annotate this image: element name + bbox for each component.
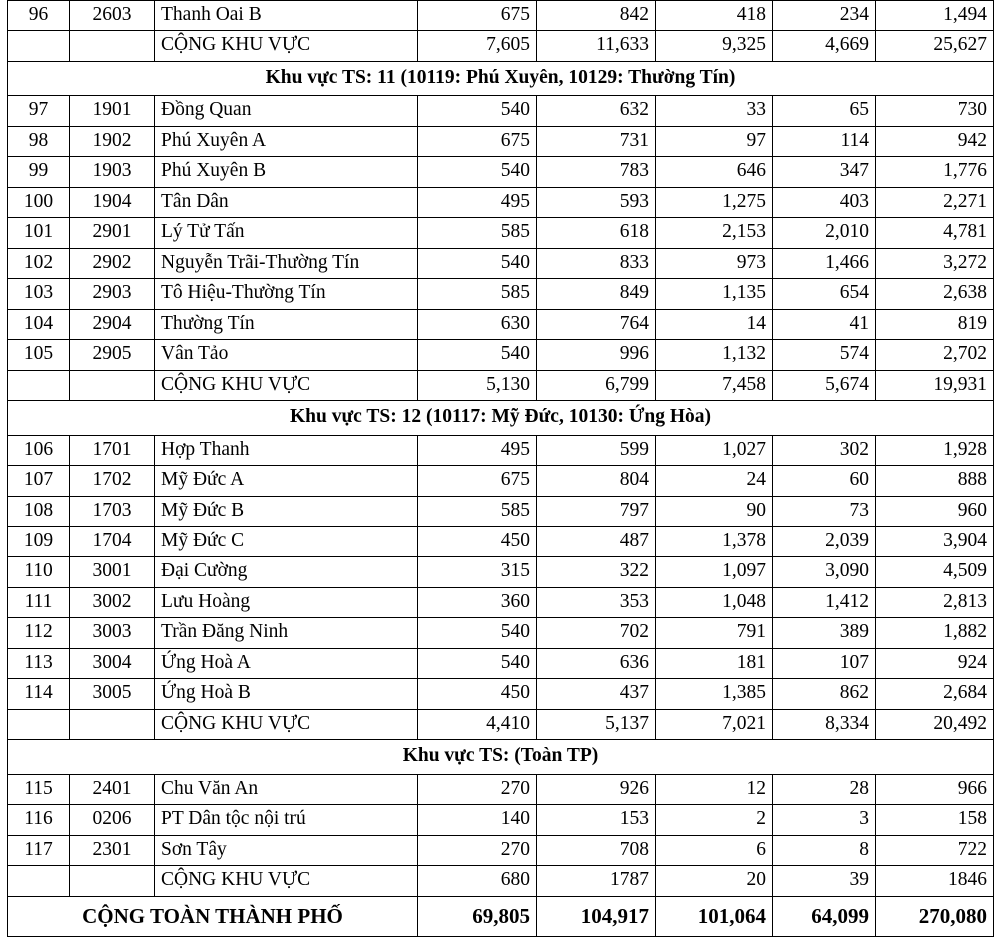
table-row xyxy=(8,218,994,248)
value-cell-4: 234 xyxy=(773,1,876,31)
value-cell-3: 646 xyxy=(656,157,773,187)
value-cell-5: 960 xyxy=(876,496,994,526)
value-cell-1: 675 xyxy=(418,466,537,496)
value-cell-4: 5,674 xyxy=(773,370,876,400)
value-cell-5: 2,638 xyxy=(876,279,994,309)
value-cell-2: 926 xyxy=(537,774,656,804)
subtotal-row xyxy=(8,31,994,61)
value-cell-4: 114 xyxy=(773,126,876,156)
value-cell-3: 9,325 xyxy=(656,31,773,61)
value-cell-5: 3,272 xyxy=(876,248,994,278)
value-cell-4: 302 xyxy=(773,435,876,465)
row-index-cell: 97 xyxy=(8,96,70,126)
school-code-cell: 3003 xyxy=(70,618,155,648)
value-cell-4: 1,412 xyxy=(773,587,876,617)
value-cell-1: 270 xyxy=(418,835,537,865)
value-cell-2: 702 xyxy=(537,618,656,648)
value-cell-2: 804 xyxy=(537,466,656,496)
value-cell-1: 585 xyxy=(418,496,537,526)
table-row xyxy=(8,557,994,587)
value-cell-4: 574 xyxy=(773,340,876,370)
value-cell-2: 599 xyxy=(537,435,656,465)
school-code-cell xyxy=(70,31,155,61)
table-row xyxy=(8,805,994,835)
school-code-cell: 0206 xyxy=(70,805,155,835)
row-index-cell xyxy=(8,31,70,61)
row-index-cell: 96 xyxy=(8,1,70,31)
table-row xyxy=(8,435,994,465)
school-code-cell: 1704 xyxy=(70,526,155,556)
table-row xyxy=(8,248,994,278)
value-cell-1: 360 xyxy=(418,587,537,617)
value-cell-5: 1,494 xyxy=(876,1,994,31)
school-code-cell: 1702 xyxy=(70,466,155,496)
value-cell-3: 2 xyxy=(656,805,773,835)
table-row xyxy=(8,466,994,496)
school-code-cell xyxy=(70,370,155,400)
value-cell-5: 1,776 xyxy=(876,157,994,187)
row-index-cell: 112 xyxy=(8,618,70,648)
school-name-cell: Đồng Quan xyxy=(155,96,418,126)
table-body xyxy=(8,1,994,937)
subtotal-label-cell: CỘNG KHU VỰC xyxy=(155,31,418,61)
value-cell-4: 4,669 xyxy=(773,31,876,61)
row-index-cell: 100 xyxy=(8,187,70,217)
value-cell-4: 60 xyxy=(773,466,876,496)
value-cell-5: 1,882 xyxy=(876,618,994,648)
table-row xyxy=(8,187,994,217)
table-row xyxy=(8,835,994,865)
value-cell-2: 632 xyxy=(537,96,656,126)
value-cell-1: 680 xyxy=(418,866,537,896)
value-cell-5: 19,931 xyxy=(876,370,994,400)
row-index-cell: 113 xyxy=(8,648,70,678)
value-cell-3: 7,021 xyxy=(656,709,773,739)
value-cell-5: 1846 xyxy=(876,866,994,896)
value-cell-4: 28 xyxy=(773,774,876,804)
value-cell-2: 764 xyxy=(537,309,656,339)
value-cell-5: 2,702 xyxy=(876,340,994,370)
school-name-cell: Tô Hiệu-Thường Tín xyxy=(155,279,418,309)
row-index-cell: 105 xyxy=(8,340,70,370)
value-cell-2: 153 xyxy=(537,805,656,835)
value-cell-2: 636 xyxy=(537,648,656,678)
value-cell-4: 39 xyxy=(773,866,876,896)
school-code-cell: 2301 xyxy=(70,835,155,865)
value-cell-2: 731 xyxy=(537,126,656,156)
value-cell-3: 973 xyxy=(656,248,773,278)
row-index-cell: 108 xyxy=(8,496,70,526)
value-cell-1: 540 xyxy=(418,96,537,126)
school-code-cell: 1703 xyxy=(70,496,155,526)
value-cell-2: 6,799 xyxy=(537,370,656,400)
section-header-row xyxy=(8,740,994,774)
grand-total-value-3: 101,064 xyxy=(656,896,773,936)
table-row xyxy=(8,1,994,31)
school-code-cell: 2901 xyxy=(70,218,155,248)
value-cell-1: 630 xyxy=(418,309,537,339)
value-cell-4: 3,090 xyxy=(773,557,876,587)
table-row xyxy=(8,96,994,126)
school-code-cell: 1701 xyxy=(70,435,155,465)
value-cell-1: 540 xyxy=(418,340,537,370)
value-cell-1: 7,605 xyxy=(418,31,537,61)
value-cell-3: 2,153 xyxy=(656,218,773,248)
value-cell-4: 8,334 xyxy=(773,709,876,739)
row-index-cell: 103 xyxy=(8,279,70,309)
school-name-cell: Vân Tảo xyxy=(155,340,418,370)
value-cell-5: 924 xyxy=(876,648,994,678)
school-code-cell: 3001 xyxy=(70,557,155,587)
row-index-cell: 98 xyxy=(8,126,70,156)
subtotal-label-cell: CỘNG KHU VỰC xyxy=(155,370,418,400)
value-cell-2: 849 xyxy=(537,279,656,309)
school-name-cell: Mỹ Đức B xyxy=(155,496,418,526)
value-cell-3: 12 xyxy=(656,774,773,804)
value-cell-1: 495 xyxy=(418,435,537,465)
value-cell-2: 708 xyxy=(537,835,656,865)
value-cell-4: 403 xyxy=(773,187,876,217)
section-title: Khu vực TS: 11 (10119: Phú Xuyên, 10129: Thường Tín) xyxy=(8,61,994,95)
value-cell-2: 322 xyxy=(537,557,656,587)
value-cell-4: 2,039 xyxy=(773,526,876,556)
school-name-cell: Phú Xuyên A xyxy=(155,126,418,156)
school-name-cell: Thanh Oai B xyxy=(155,1,418,31)
value-cell-2: 842 xyxy=(537,1,656,31)
value-cell-4: 2,010 xyxy=(773,218,876,248)
value-cell-1: 450 xyxy=(418,679,537,709)
row-index-cell: 106 xyxy=(8,435,70,465)
school-name-cell: Ứng Hoà B xyxy=(155,679,418,709)
value-cell-2: 996 xyxy=(537,340,656,370)
value-cell-1: 4,410 xyxy=(418,709,537,739)
school-name-cell: Mỹ Đức C xyxy=(155,526,418,556)
value-cell-3: 1,135 xyxy=(656,279,773,309)
value-cell-4: 654 xyxy=(773,279,876,309)
subtotal-row xyxy=(8,709,994,739)
value-cell-5: 2,684 xyxy=(876,679,994,709)
value-cell-4: 41 xyxy=(773,309,876,339)
value-cell-3: 791 xyxy=(656,618,773,648)
table-row xyxy=(8,618,994,648)
value-cell-1: 495 xyxy=(418,187,537,217)
value-cell-3: 181 xyxy=(656,648,773,678)
value-cell-1: 585 xyxy=(418,279,537,309)
value-cell-1: 540 xyxy=(418,648,537,678)
school-code-cell: 2904 xyxy=(70,309,155,339)
value-cell-3: 1,097 xyxy=(656,557,773,587)
value-cell-3: 33 xyxy=(656,96,773,126)
row-index-cell: 102 xyxy=(8,248,70,278)
subtotal-label-cell: CỘNG KHU VỰC xyxy=(155,709,418,739)
value-cell-4: 107 xyxy=(773,648,876,678)
school-name-cell: Sơn Tây xyxy=(155,835,418,865)
value-cell-2: 833 xyxy=(537,248,656,278)
table-row xyxy=(8,126,994,156)
table-row xyxy=(8,309,994,339)
table-row xyxy=(8,648,994,678)
value-cell-4: 8 xyxy=(773,835,876,865)
value-cell-3: 1,132 xyxy=(656,340,773,370)
section-title: Khu vực TS: 12 (10117: Mỹ Đức, 10130: Ứng Hòa) xyxy=(8,401,994,435)
value-cell-4: 73 xyxy=(773,496,876,526)
value-cell-5: 4,509 xyxy=(876,557,994,587)
value-cell-5: 4,781 xyxy=(876,218,994,248)
school-code-cell: 3002 xyxy=(70,587,155,617)
value-cell-5: 158 xyxy=(876,805,994,835)
value-cell-1: 585 xyxy=(418,218,537,248)
value-cell-4: 389 xyxy=(773,618,876,648)
school-name-cell: Lý Tử Tấn xyxy=(155,218,418,248)
row-index-cell: 99 xyxy=(8,157,70,187)
section-header-row xyxy=(8,401,994,435)
school-name-cell: Hợp Thanh xyxy=(155,435,418,465)
row-index-cell: 116 xyxy=(8,805,70,835)
school-name-cell: Phú Xuyên B xyxy=(155,157,418,187)
value-cell-5: 25,627 xyxy=(876,31,994,61)
value-cell-1: 450 xyxy=(418,526,537,556)
school-name-cell: Chu Văn An xyxy=(155,774,418,804)
school-code-cell xyxy=(70,866,155,896)
grand-total-value-1: 69,805 xyxy=(418,896,537,936)
school-code-cell: 3004 xyxy=(70,648,155,678)
school-code-cell: 2401 xyxy=(70,774,155,804)
value-cell-3: 24 xyxy=(656,466,773,496)
row-index-cell: 117 xyxy=(8,835,70,865)
value-cell-2: 487 xyxy=(537,526,656,556)
value-cell-1: 540 xyxy=(418,248,537,278)
value-cell-3: 1,378 xyxy=(656,526,773,556)
school-name-cell: PT Dân tộc nội trú xyxy=(155,805,418,835)
school-name-cell: Đại Cường xyxy=(155,557,418,587)
grand-total-row xyxy=(8,896,994,936)
subtotal-label-cell: CỘNG KHU VỰC xyxy=(155,866,418,896)
value-cell-5: 2,813 xyxy=(876,587,994,617)
value-cell-2: 1787 xyxy=(537,866,656,896)
value-cell-2: 593 xyxy=(537,187,656,217)
schools-statistics-table xyxy=(7,0,994,937)
grand-total-value-5: 270,080 xyxy=(876,896,994,936)
grand-total-label: CỘNG TOÀN THÀNH PHỐ xyxy=(8,896,418,936)
school-name-cell: Tân Dân xyxy=(155,187,418,217)
value-cell-4: 862 xyxy=(773,679,876,709)
value-cell-2: 797 xyxy=(537,496,656,526)
row-index-cell xyxy=(8,866,70,896)
value-cell-5: 888 xyxy=(876,466,994,496)
value-cell-5: 819 xyxy=(876,309,994,339)
value-cell-4: 1,466 xyxy=(773,248,876,278)
school-code-cell xyxy=(70,709,155,739)
value-cell-3: 97 xyxy=(656,126,773,156)
school-name-cell: Trần Đăng Ninh xyxy=(155,618,418,648)
value-cell-5: 20,492 xyxy=(876,709,994,739)
school-code-cell: 2902 xyxy=(70,248,155,278)
row-index-cell: 101 xyxy=(8,218,70,248)
table-row xyxy=(8,774,994,804)
value-cell-1: 315 xyxy=(418,557,537,587)
value-cell-5: 1,928 xyxy=(876,435,994,465)
value-cell-2: 618 xyxy=(537,218,656,248)
value-cell-5: 3,904 xyxy=(876,526,994,556)
value-cell-3: 7,458 xyxy=(656,370,773,400)
school-name-cell: Nguyễn Trãi-Thường Tín xyxy=(155,248,418,278)
value-cell-3: 1,275 xyxy=(656,187,773,217)
value-cell-3: 418 xyxy=(656,1,773,31)
value-cell-4: 347 xyxy=(773,157,876,187)
table-row xyxy=(8,340,994,370)
value-cell-1: 675 xyxy=(418,126,537,156)
section-title: Khu vực TS: (Toàn TP) xyxy=(8,740,994,774)
value-cell-1: 140 xyxy=(418,805,537,835)
school-code-cell: 1904 xyxy=(70,187,155,217)
row-index-cell: 110 xyxy=(8,557,70,587)
value-cell-5: 942 xyxy=(876,126,994,156)
value-cell-2: 783 xyxy=(537,157,656,187)
value-cell-3: 14 xyxy=(656,309,773,339)
value-cell-3: 6 xyxy=(656,835,773,865)
table-row xyxy=(8,279,994,309)
value-cell-3: 1,385 xyxy=(656,679,773,709)
school-code-cell: 1902 xyxy=(70,126,155,156)
value-cell-3: 1,048 xyxy=(656,587,773,617)
value-cell-5: 2,271 xyxy=(876,187,994,217)
value-cell-5: 966 xyxy=(876,774,994,804)
row-index-cell xyxy=(8,709,70,739)
grand-total-value-2: 104,917 xyxy=(537,896,656,936)
school-code-cell: 2903 xyxy=(70,279,155,309)
table-row xyxy=(8,587,994,617)
value-cell-5: 730 xyxy=(876,96,994,126)
school-code-cell: 1903 xyxy=(70,157,155,187)
value-cell-1: 5,130 xyxy=(418,370,537,400)
subtotal-row xyxy=(8,866,994,896)
value-cell-3: 1,027 xyxy=(656,435,773,465)
school-name-cell: Thường Tín xyxy=(155,309,418,339)
value-cell-3: 90 xyxy=(656,496,773,526)
school-code-cell: 1901 xyxy=(70,96,155,126)
table-row xyxy=(8,679,994,709)
school-name-cell: Mỹ Đức A xyxy=(155,466,418,496)
section-header-row xyxy=(8,61,994,95)
school-name-cell: Lưu Hoàng xyxy=(155,587,418,617)
row-index-cell: 107 xyxy=(8,466,70,496)
value-cell-4: 3 xyxy=(773,805,876,835)
subtotal-row xyxy=(8,370,994,400)
school-code-cell: 3005 xyxy=(70,679,155,709)
table-row xyxy=(8,526,994,556)
value-cell-1: 540 xyxy=(418,157,537,187)
table-row xyxy=(8,496,994,526)
row-index-cell: 115 xyxy=(8,774,70,804)
value-cell-2: 437 xyxy=(537,679,656,709)
row-index-cell: 109 xyxy=(8,526,70,556)
value-cell-2: 5,137 xyxy=(537,709,656,739)
value-cell-1: 540 xyxy=(418,618,537,648)
value-cell-3: 20 xyxy=(656,866,773,896)
school-code-cell: 2905 xyxy=(70,340,155,370)
table-row xyxy=(8,157,994,187)
grand-total-value-4: 64,099 xyxy=(773,896,876,936)
row-index-cell xyxy=(8,370,70,400)
value-cell-2: 353 xyxy=(537,587,656,617)
row-index-cell: 111 xyxy=(8,587,70,617)
value-cell-4: 65 xyxy=(773,96,876,126)
value-cell-1: 675 xyxy=(418,1,537,31)
value-cell-5: 722 xyxy=(876,835,994,865)
row-index-cell: 104 xyxy=(8,309,70,339)
value-cell-1: 270 xyxy=(418,774,537,804)
value-cell-2: 11,633 xyxy=(537,31,656,61)
row-index-cell: 114 xyxy=(8,679,70,709)
school-name-cell: Ứng Hoà A xyxy=(155,648,418,678)
school-code-cell: 2603 xyxy=(70,1,155,31)
